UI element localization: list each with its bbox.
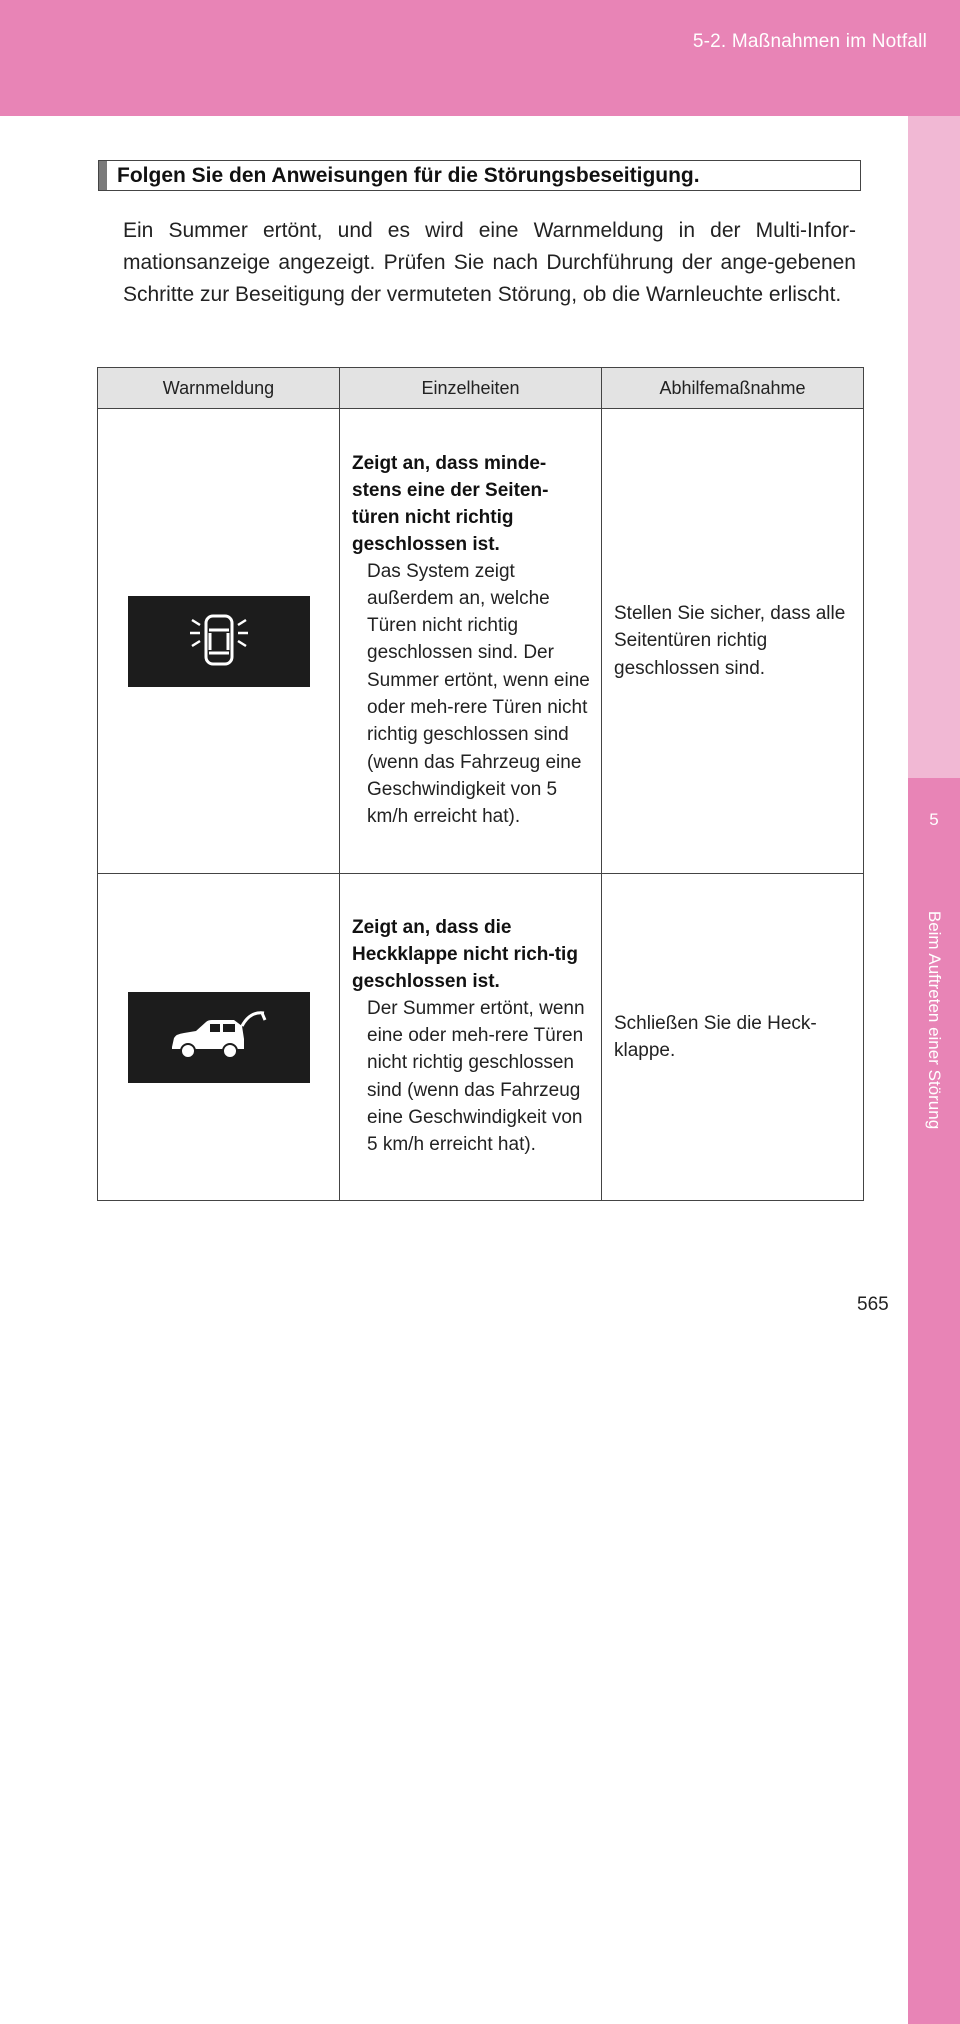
details-title: Zeigt an, dass die Heckklappe nicht rich-tig geschlossen ist. — [352, 916, 578, 992]
tailgate-open-warning-icon — [164, 1007, 274, 1067]
chapter-number: 5 — [929, 810, 939, 829]
column-header-warning: Warnmeldung — [98, 368, 340, 409]
details-title: Zeigt an, dass minde-stens eine der Seiten-türen nicht richtig geschlossen ist. — [352, 452, 549, 555]
column-header-details: Einzelheiten — [340, 368, 602, 409]
heading-text: Folgen Sie den Anweisungen für die Störungsbeseitigung. — [117, 163, 700, 187]
table-header-row — [98, 368, 864, 409]
warning-cell — [98, 409, 340, 874]
page-number: 565 — [857, 1294, 889, 1315]
column-header-remedy: Abhilfemaßnahme — [602, 368, 864, 409]
intro-paragraph: Ein Summer ertönt, und es wird eine Warnmeldung in der Multi-Infor-mationsanzeige angezeigt. Prüfen Sie nach Durchführung der ange-gebenen Schritte zur Beseitigung der vermuteten Störung, ob die Warnleuchte erlischt. — [123, 219, 856, 306]
door-open-warning-icon — [184, 611, 254, 671]
details-text: Der Summer ertönt, wenn eine oder meh-rere Türen nicht richtig geschlossen sind (wenn das Fahrzeug eine Geschwindigkeit von 5 km/h erreicht hat). — [367, 997, 585, 1156]
warning-display — [128, 992, 310, 1083]
warning-table — [97, 367, 864, 1201]
remedy-cell: Schließen Sie die Heck-klappe. — [602, 874, 864, 1201]
instruction-heading — [98, 160, 861, 191]
table-row — [98, 874, 864, 1201]
chapter-label: Beim Auftreten einer Störung — [925, 910, 944, 1130]
heading-marker — [99, 161, 107, 190]
remedy-cell: Stellen Sie sicher, dass alle Seitentüren richtig geschlossen sind. — [602, 409, 864, 874]
details-text: Das System zeigt außerdem an, welche Türen nicht richtig geschlossen sind. Der Summer ertönt, wenn eine oder meh-rere Türen nicht richtig geschlossen sind (wenn das Fahrzeug eine Geschwindigkeit von 5 km/h erreicht hat). — [367, 560, 590, 828]
section-title: 5-2. Maßnahmen im Notfall — [692, 31, 927, 52]
table-row — [98, 409, 864, 874]
warning-cell — [98, 874, 340, 1201]
details-cell — [340, 409, 602, 874]
header-band — [0, 0, 960, 116]
warning-display — [128, 596, 310, 687]
details-cell — [340, 874, 602, 1201]
